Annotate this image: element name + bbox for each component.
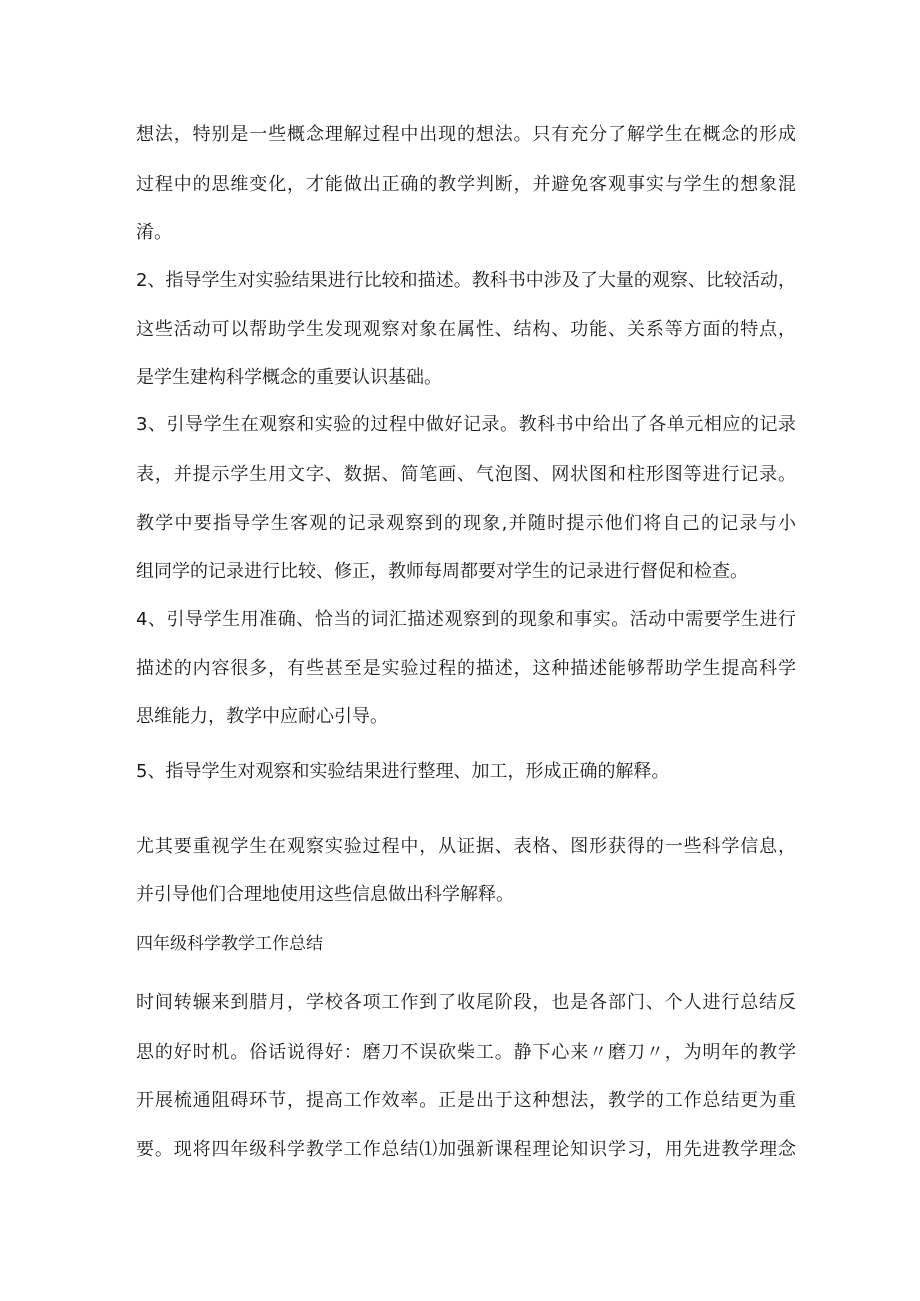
paragraph-summary-line-3: 开展梳通阻碍环节，提高工作效率。正是出于这种想法，教学的工作总结更为重	[136, 1090, 796, 1111]
item-2-line-3: 是学生建构科学概念的重要认识基础。	[136, 367, 442, 388]
paragraph-summary-line-4: 要。现将四年级科学教学工作总结⑴加强新课程理论知识学习，用先进教学理念	[136, 1139, 796, 1160]
item-5-line-1: 5、指导学生对观察和实验结果进行整理、加工，形成正确的解释。	[136, 761, 670, 782]
item-2-line-2: 这些活动可以帮助学生发现观察对象在属性、结构、功能、关系等方面的特点，	[136, 319, 796, 340]
item-2-line-1: 2、指导学生对实验结果进行比较和描述。教科书中涉及了大量的观察、比较活动，	[136, 270, 796, 291]
paragraph-emphasis-line-1: 尤其要重视学生在观察实验过程中，从证据、表格、图形获得的一些科学信息，	[136, 836, 796, 857]
item-3-line-2: 表，并提示学生用文字、数据、简笔画、气泡图、网状图和柱形图等进行记录。	[136, 464, 796, 485]
item-4-line-3: 思维能力，教学中应耐心引导。	[136, 706, 388, 727]
item-4-line-2: 描述的内容很多，有些甚至是实验过程的描述，这种描述能够帮助学生提高科学	[136, 658, 796, 679]
item-3-line-4: 组同学的记录进行比较、修正，教师每周都要对学生的记录进行督促和检查。	[136, 561, 748, 582]
item-3-line-1: 3、引导学生在观察和实验的过程中做好记录。教科书中给出了各单元相应的记录	[136, 414, 796, 435]
item-3-line-3: 教学中要指导学生客观的记录观察到的现象,并随时提示他们将自己的记录与小	[136, 513, 796, 534]
paragraph-summary-line-1: 时间转辗来到腊月，学校各项工作到了收尾阶段，也是各部门、个人进行总结反	[136, 992, 796, 1013]
paragraph-intro-line-3: 淆。	[136, 222, 172, 243]
item-4-line-1: 4、引导学生用准确、恰当的词汇描述观察到的现象和事实。活动中需要学生进行	[136, 609, 796, 630]
section-title: 四年级科学教学工作总结	[136, 934, 323, 954]
paragraph-intro-line-1: 想法，特别是一些概念理解过程中出现的想法。只有充分了解学生在概念的形成	[136, 124, 796, 145]
paragraph-summary-line-2: 思的好时机。俗话说得好：磨刀不误砍柴工。静下心来〃磨刀〃，为明年的教学	[136, 1042, 796, 1063]
paragraph-intro-line-2: 过程中的思维变化，才能做出正确的教学判断，并避免客观事实与学生的想象混	[136, 174, 796, 195]
paragraph-emphasis-line-2: 并引导他们合理地使用这些信息做出科学解释。	[136, 884, 514, 905]
